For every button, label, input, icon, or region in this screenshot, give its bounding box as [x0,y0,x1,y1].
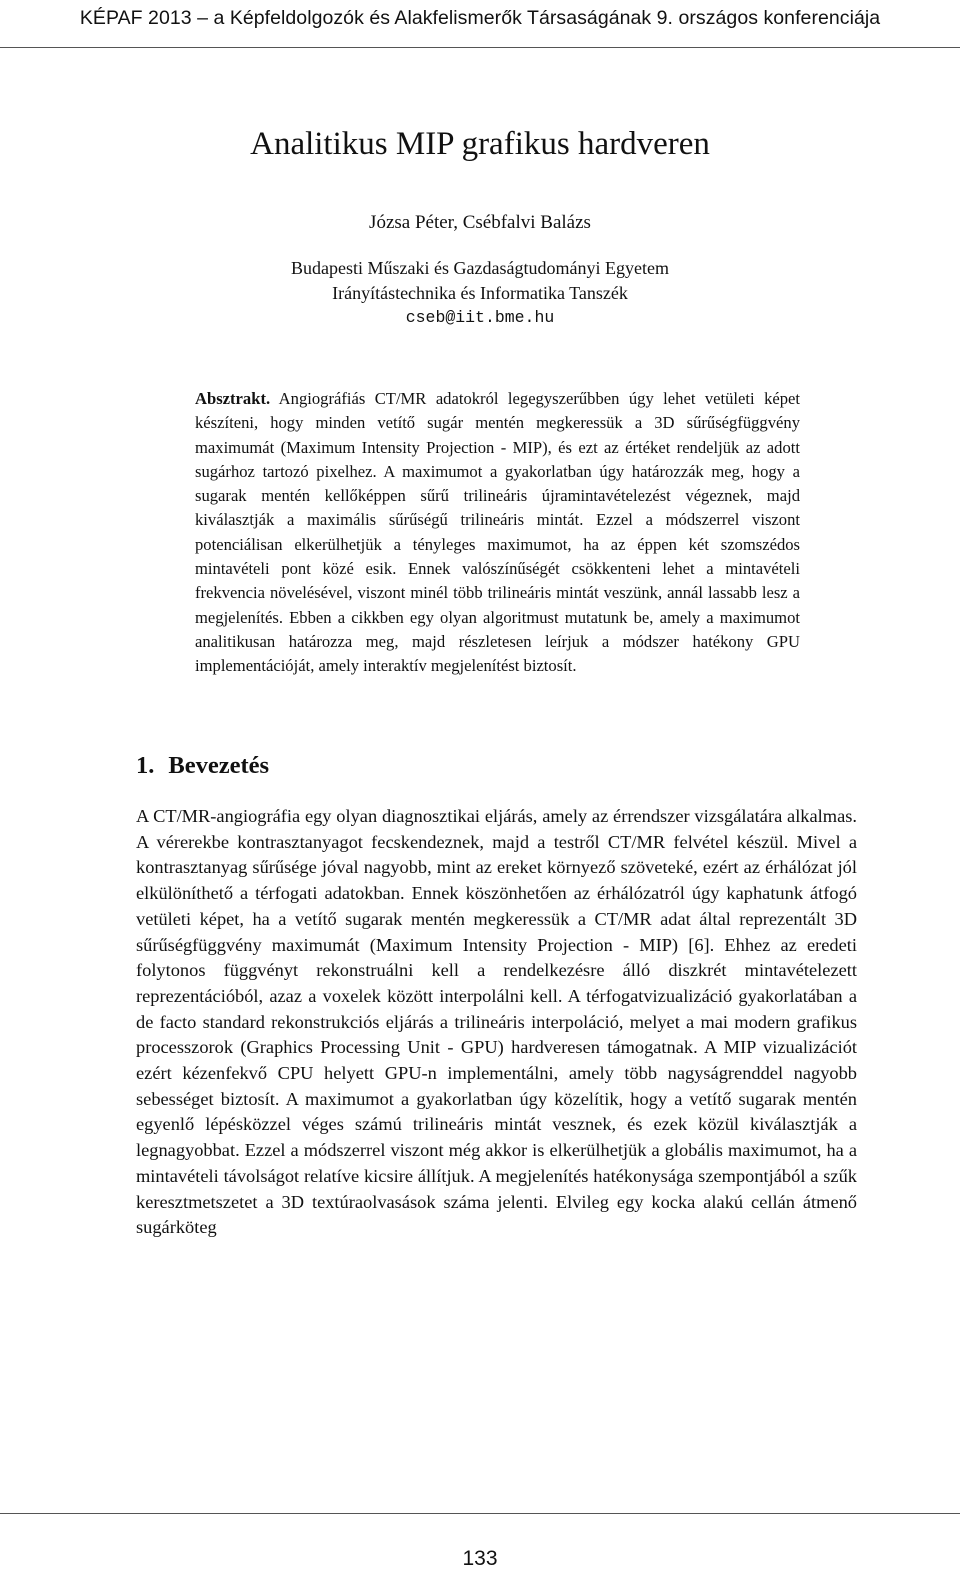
page-number: 133 [462,1547,498,1570]
footer-divider [0,1513,960,1514]
abstract-text: Angiográfiás CT/MR adatokról legegyszerűbben úgy lehet vetületi képet készíteni, hogy minden vetítő sugár mentén megkeressük a 3D sűrűségfüggvény maximumát (Maximum Intensity Projection - MIP), és ezt az értéket rendeljük az adott sugárhoz tartozó pixelhez. A maximumot a gyakorlatban úgy határozzák meg, hogy a sugarak mentén kellőképpen sűrű trilineáris újramintavételezést végeznek, majd kiválasztják a maximális sűrűségű trilineáris mintát. Ezzel a módszerrel viszont potenciálisan elkerülhetjük a tényleges maximumot, ha az éppen két szomszédos mintavételi pont közé esik. Ennek valószínűségét csökkenteni lehet a mintavételi frekvencia növelésével, viszont minél több trilineáris mintát veszünk, annál lassabb lesz a megjelenítés. Ebben a cikkben egy olyan algoritmust mutatunk be, amely a maximumot analitikusan határozza meg, majd részletesen leírjuk a módszer hatékony GPU implementációját, amely interaktív megjelenítést biztosít. [195,389,801,676]
affiliation-department: Irányítástechnika és Informatika Tanszék [332,283,628,303]
paper-authors: Józsa Péter, Csébfalvi Balázs [369,212,591,233]
section-heading [136,752,269,780]
affiliation-university: Budapesti Műszaki és Gazdaságtudományi Egyetem [291,258,669,278]
paper-title: Analitikus MIP grafikus hardveren [250,126,710,162]
header-divider [0,47,960,48]
abstract-label: Absztrakt. [195,389,271,408]
running-header-text: KÉPAF 2013 – a Képfeldolgozók és Alakfelismerők Társaságának 9. országos konferenciája [79,6,881,29]
author-email: cseb@iit.bme.hu [405,308,555,327]
section-title: Bevezetés [168,752,270,779]
section-body-text: A CT/MR-angiográfia egy olyan diagnosztikai eljárás, amely az érrendszer vizsgálatára alkalmas. A vérerekbe kontrasztanyagot fecskendeznek, majd a testről CT/MR felvétel készül. Mivel a kontrasztanyag sűrűsége jóval nagyobb, mint az ereket környező szöveteké, ezért az érhálózat jól elkülöníthető a térfogati adatokban. Ennek köszönhetően az érhálózatról úgy kaphatunk átfogó vetületi képet, ha a vetítő sugarak mentén megkeressük a CT/MR adat által reprezentált 3D sűrűségfüggvény maximumát (Maximum Intensity Projection - MIP) [6]. Ehhez az eredeti folytonos függvényt rekonstruálni kell a rendelkezésre álló diszkrét mintavételezett reprezentációból, azaz a voxelek között interpolálni kell. A térfogatvizualizáció gyakorlatában a de facto standard rekonstrukciós eljárás a trilineáris interpoláció, melyet a mai modern grafikus processzorok (Graphics Processing Unit - GPU) hardveresen támogatnak. A MIP vizualizációt ezért kézenfekvő CPU helyett GPU-n implementálni, amely több nagyságrenddel nagyobb sebességet biztosít. A maximumot a gyakorlatban úgy közelítik, hogy a vetítő sugarak mentén egyenlő lépésközzel véges számú trilineáris mintát vesznek, és ezek közül kiválasztják a legnagyobbat. Ezzel a módszerrel viszont még akkor is elkerülhetjük a globális maximumot, ha a mintavételi távolságot relatíve kicsire állítjuk. A megjelenítés hatékonysága szempontjából a szűk keresztmetszetet a 3D textúraolvasások száma jelenti. Elvileg egy kocka alakú cellán átmenő sugárköteg [136,806,857,1238]
section-number: 1. [136,752,155,779]
abstract-block [195,387,800,679]
running-header [0,0,960,36]
